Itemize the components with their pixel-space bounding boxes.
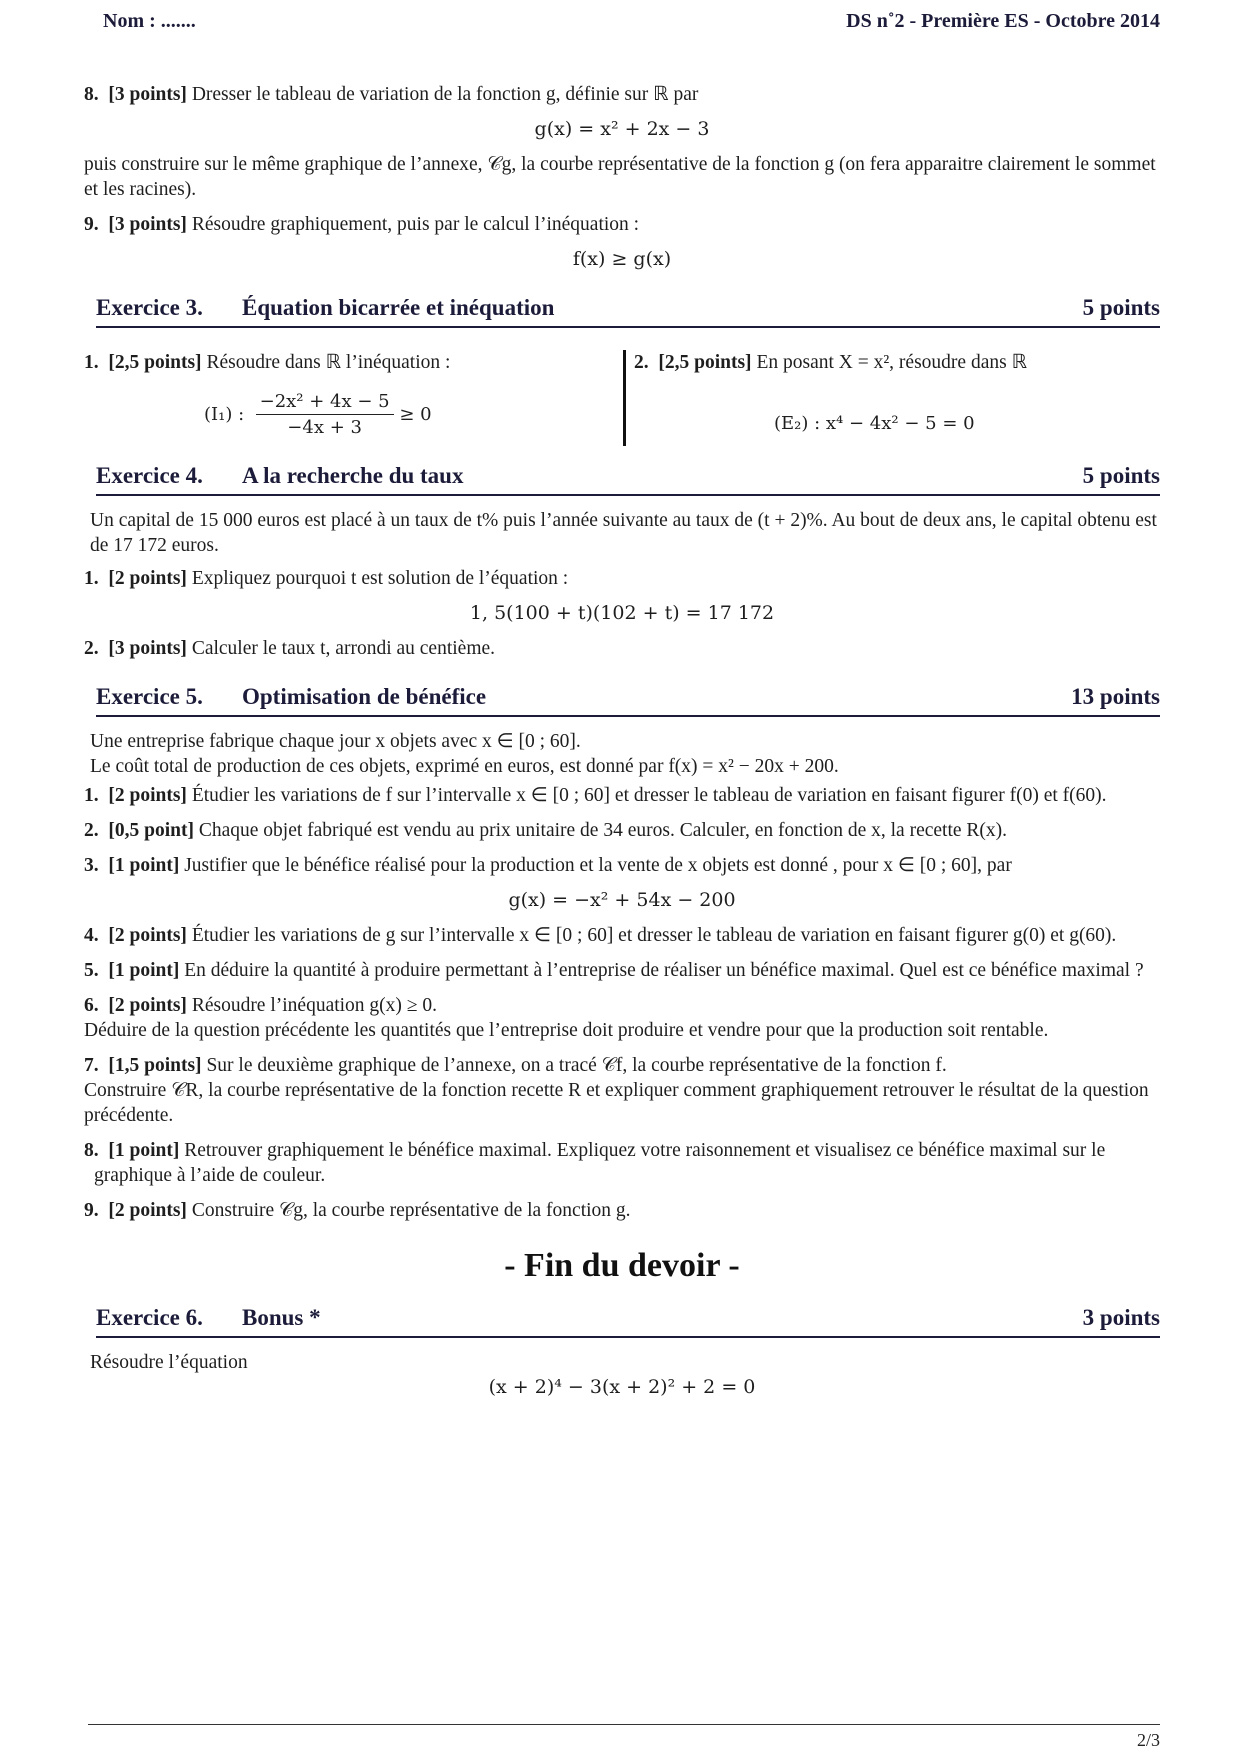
question-text: Construire 𝒞g, la courbe représentative de la fonction g. [191, 1200, 631, 1221]
exercise-title: A la recherche du taux [242, 463, 464, 488]
exercise-4-title [96, 462, 1160, 496]
end-of-exam-banner: - Fin du devoir - [504, 1247, 740, 1284]
equation: g(x) = x² + 2x − 3 [534, 118, 710, 140]
question-points: [2,5 points] [108, 352, 202, 373]
exercise-label: Exercice 4. [96, 463, 203, 488]
question-number: 7. [84, 1055, 99, 1076]
relation: ≥ 0 [399, 404, 432, 425]
question-points: [0,5 point] [108, 820, 194, 841]
question-continuation: Construire 𝒞R, la courbe représentative de la fonction recette R et expliquer comment graphiquement retrouver le résultat de la question précédente. [84, 1080, 1149, 1126]
footer-divider [88, 1724, 1160, 1725]
question-number: 9. [84, 1200, 99, 1221]
fraction [256, 389, 394, 440]
question-text: Résoudre dans ℝ l’inéquation : [206, 352, 451, 373]
ex3-question-2 [623, 350, 1174, 446]
exercise-3-columns [84, 350, 1160, 446]
ex4-question-1 [84, 566, 1160, 591]
exercise-title: Optimisation de bénéfice [242, 684, 487, 709]
question-text: Calculer le taux t, arrondi au centième. [191, 638, 496, 659]
question-points: [2,5 points] [658, 352, 752, 373]
question-text: En posant X = x², résoudre dans ℝ [756, 352, 1028, 373]
exercise-title: Équation bicarrée et inéquation [242, 295, 555, 320]
question-points: [1,5 points] [108, 1055, 202, 1076]
question-points: [1 point] [108, 1140, 180, 1161]
question-number: 2. [84, 820, 99, 841]
exercise-points: 3 points [1082, 1305, 1160, 1330]
exercise-points: 5 points [1082, 295, 1160, 320]
question-number: 9. [84, 214, 99, 235]
ex2-question-9 [84, 212, 1160, 237]
numerator: −2x² + 4x − 5 [256, 389, 394, 415]
question-number: 8. [84, 1140, 99, 1161]
equation: g(x) = −x² + 54x − 200 [508, 889, 736, 911]
ex5-question-9 [84, 1198, 1160, 1223]
ex5-question-8 [84, 1138, 1160, 1188]
question-number: 3. [84, 855, 99, 876]
question-text: Dresser le tableau de variation de la fonction g, définie sur ℝ par [191, 84, 699, 105]
exercise-label: Exercice 5. [96, 684, 203, 709]
exam-content [84, 82, 1160, 1410]
equation: f(x) ≥ g(x) [572, 248, 672, 270]
question-number: 1. [84, 568, 99, 589]
question-points: [2 points] [108, 1200, 187, 1221]
ex5-question-7 [84, 1053, 1160, 1078]
question-text: Retrouver graphiquement le bénéfice maximal. Expliquez votre raisonnement et visualisez ce bénéfice maximal sur le graphique à l’aide de couleur. [94, 1140, 1106, 1186]
question-points: [2 points] [108, 568, 187, 589]
exercise-intro-1: Une entreprise fabrique chaque jour x objets avec x ∈ [0 ; 60]. [90, 731, 581, 752]
page-number: 2/3 [1136, 1730, 1160, 1750]
exercise-label: Exercice 3. [96, 295, 203, 320]
exercise-5-title [96, 683, 1160, 717]
question-number: 1. [84, 352, 99, 373]
ex2-question-8 [84, 82, 1160, 107]
ex5-question-6 [84, 993, 1160, 1018]
question-points: [1 point] [108, 855, 180, 876]
ex5-question-2 [84, 818, 1160, 843]
question-text: Étudier les variations de f sur l’intervalle x ∈ [0 ; 60] et dresser le tableau de variation en faisant figurer f(0) et f(60). [191, 785, 1107, 806]
question-continuation: Déduire de la question précédente les quantités que l’entreprise doit produire et vendre pour que la production soit rentable. [84, 1020, 1049, 1041]
student-name-label: Nom : ....... [103, 10, 196, 32]
question-text: Résoudre l’inéquation g(x) ≥ 0. [191, 995, 438, 1016]
question-points: [2 points] [108, 925, 187, 946]
question-points: [3 points] [108, 84, 187, 105]
question-number: 8. [84, 84, 99, 105]
denominator: −4x + 3 [287, 417, 362, 438]
ex5-question-1 [84, 783, 1160, 808]
ex3-question-1 [84, 350, 604, 440]
exercise-6-title [96, 1304, 1160, 1338]
question-text: En déduire la quantité à produire permettant à l’entreprise de réaliser un bénéfice maximal. Quel est ce bénéfice maximal ? [184, 960, 1144, 981]
equation: (E₂) : x⁴ − 4x² − 5 = 0 [774, 413, 975, 434]
exercise-3-title [96, 294, 1160, 328]
question-continuation: puis construire sur le même graphique de l’annexe, 𝒞g, la courbe représentative de la fonction g (on fera apparaitre clairement le sommet et les racines). [84, 154, 1156, 200]
question-text: Expliquez pourquoi t est solution de l’équation : [191, 568, 569, 589]
question-number: 1. [84, 785, 99, 806]
question-number: 2. [84, 638, 99, 659]
question-points: [2 points] [108, 995, 187, 1016]
exercise-intro: Résoudre l’équation [90, 1352, 248, 1373]
equation: (x + 2)⁴ − 3(x + 2)² + 2 = 0 [488, 1376, 756, 1398]
exercise-intro-2: Le coût total de production de ces objets, exprimé en euros, est donné par f(x) = x² − 20x + 200. [90, 756, 839, 777]
question-number: 4. [84, 925, 99, 946]
question-text: Chaque objet fabriqué est vendu au prix unitaire de 34 euros. Calculer, en fonction de x, la recette R(x). [198, 820, 1008, 841]
exercise-title: Bonus * [242, 1305, 321, 1330]
question-text: Résoudre graphiquement, puis par le calcul l’inéquation : [191, 214, 640, 235]
question-points: [1 point] [108, 960, 180, 981]
exam-info: DS n˚2 - Première ES - Octobre 2014 [846, 10, 1160, 32]
question-number: 5. [84, 960, 99, 981]
ex5-question-5 [84, 958, 1160, 983]
question-text: Étudier les variations de g sur l’intervalle x ∈ [0 ; 60] et dresser le tableau de variation en faisant figurer g(0) et g(60). [191, 925, 1117, 946]
ex5-question-4 [84, 923, 1160, 948]
question-number: 2. [634, 352, 649, 373]
question-text: Sur le deuxième graphique de l’annexe, on a tracé 𝒞f, la courbe représentative de la fonction f. [206, 1055, 947, 1076]
question-points: [2 points] [108, 785, 187, 806]
inequation-name: (I₁) : [204, 404, 245, 425]
ex4-question-2 [84, 636, 1160, 661]
exercise-points: 13 points [1071, 684, 1160, 709]
question-points: [3 points] [108, 638, 187, 659]
inequation [84, 389, 604, 440]
equation: 1, 5(100 + t)(102 + t) = 17 172 [469, 602, 775, 624]
ex5-question-3 [84, 853, 1160, 878]
question-number: 6. [84, 995, 99, 1016]
question-points: [3 points] [108, 214, 187, 235]
page-header [103, 10, 1160, 40]
question-text: Justifier que le bénéfice réalisé pour la production et la vente de x objets est donné , pour x ∈ [0 ; 60], par [184, 855, 1012, 876]
exercise-intro: Un capital de 15 000 euros est placé à un taux de t% puis l’année suivante au taux de (t + 2)%. Au bout de deux ans, le capital obtenu est de 17 172 euros. [90, 510, 1157, 556]
exercise-label: Exercice 6. [96, 1305, 203, 1330]
exercise-points: 5 points [1082, 463, 1160, 488]
